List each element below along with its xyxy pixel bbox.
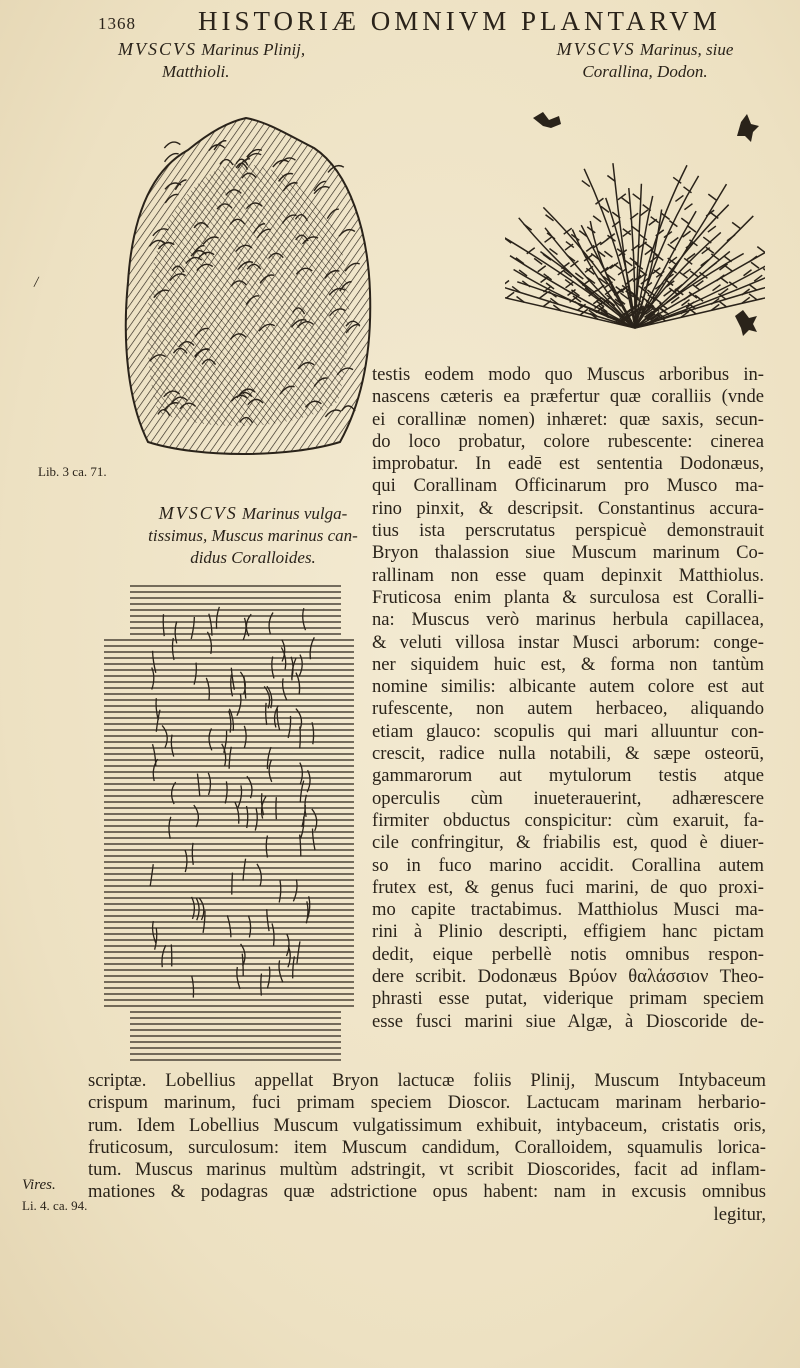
caption-line2: Matthioli. [162,62,230,81]
text-line: scriptæ. Lobellius appellat Bryon lactucæ foliis Plinij, Muscum Intybaceum [88,1070,766,1091]
woodcut-coralline-illustration [505,100,765,340]
text-line: etiam glauco: scopulis qui mari alluuntur con- [372,720,764,742]
text-line: rini à Plinio descripti, effigiem hanc pictam [372,921,764,943]
text-line-final: legitur, [713,1203,766,1225]
text-line: na: Muscus verò marinus herbula capillacea, [372,609,764,631]
text-line: Fruticosa enim planta & surculosa est Coralli- [372,586,764,608]
text-line: testis eodem modo quo Muscus arboribus in- [372,364,764,385]
text-line: phrasti esse putat, viderique primam speciem [372,988,764,1010]
text-line: rallinam non esse quam depinxit Matthiolus. [372,564,764,586]
text-line: nomine similis: albicante autem colore est aut [372,676,764,698]
text-line: & veluti villosa instar Musci arborum: conge- [372,631,764,653]
page-number: 1368 [98,14,136,33]
caption-left-illustration [118,38,418,83]
caption-head: MVSCVS [158,503,238,523]
margin-note-li4: Li. 4. ca. 94. [22,1198,88,1213]
caption-right-illustration [500,38,790,83]
text-line: improbatur. In eadē est sententia Dodonæus, [372,453,764,475]
caption-tail: Marinus vulga- [241,504,348,523]
text-line: esse fusci marini siue Algæ, à Dioscoride de- [372,1010,764,1032]
text-line: crescit, radice nulla notabili, & sæpe osteorū, [372,743,764,765]
text-line: mationes & podagras quæ adstrictione opus habent: nam in excusis omnibus [88,1181,766,1203]
text-line: cile confringitur, & friabilis est, quod è diuer- [372,832,764,854]
text-line: dedit, eique perbellè notis omnibus respon- [372,943,764,965]
text-line: firmiter obductus conspicitur: cùm exaruit, fa- [372,809,764,831]
text-line: so in fuco marino accidit. Corallina autem [372,854,764,876]
woodcut-moss-clump-illustration [118,112,376,458]
text-line: do loco probatur, colore rubescente: cinerea [372,430,764,452]
text-line: qui Corallinam Officinarum pro Musco ma- [372,475,764,497]
caption-line3: didus Coralloides. [190,548,316,567]
text-line: operculis cùm inueterauerint, adhærescere [372,787,764,809]
caption-tail: Marinus, siue [639,40,734,59]
text-line: tius ista perscrutatus perspicuè demonstrauit [372,520,764,542]
small-fragment-icon [735,310,757,336]
text-line: rufescente, non autem herbaceo, aliquando [372,698,764,720]
woodcut-white-moss-illustration [100,580,360,1072]
caption-head: MVSCVS [118,39,197,59]
text-line: fruticosum, surculosum: item Muscum candidum, Coralloidem, squamulis lorica- [88,1136,766,1158]
caption-head: MVSCVS [556,39,636,59]
text-column-narrow [372,364,764,1033]
margin-note-lib: Lib. 3 ca. 71. [38,464,107,479]
stray-pen-mark: / [32,273,40,292]
margin-note-vires: Vires. [22,1177,56,1193]
text-line: crispum marinum, fuci primam speciem Dioscor. Lactucam marinam herbario- [88,1092,766,1114]
text-line: frutex est, & genus fuci marini, de quo proxi- [372,876,764,898]
text-line: rum. Idem Lobellius Muscum vulgatissimum exhibuit, intybaceum, cristatis oris, [88,1114,766,1136]
text-line: Bryon thalassion siue Muscum marinum Co- [372,542,764,564]
text-line: rino pinxit, & descripsit. Constantinus accura- [372,497,764,519]
small-fragment-icon [533,112,561,128]
running-title: HISTORIÆ OMNIVM PLANTARVM [198,6,721,36]
small-fragment-icon [737,114,759,142]
caption-tail: Marinus Plinij, [201,40,306,59]
caption-lower-illustration [118,502,388,569]
text-line: tum. Muscus marinus multùm adstringit, vt scribit Dioscorides, facit ad inflam- [88,1159,766,1181]
text-column-wide [88,1070,766,1226]
caption-line2: Corallina, Dodon. [582,62,708,81]
text-line: dere scribit. Dodonæus Βρύον θαλάσσιον Theo- [372,966,764,988]
text-line: nascens cæteris ea præfertur quæ coralliis (vnde [372,386,764,408]
text-line: gammarorum aut mytulorum testis atque [372,765,764,787]
caption-line2: tissimus, Muscus marinus can- [148,526,358,545]
text-line: ei corallinæ nomen) inhæret: quæ saxis, secun- [372,408,764,430]
text-line: ner siquidem huic est, & forma non tantùm [372,653,764,675]
text-line: mo capite tractabimus. Matthiolus Musci ma- [372,899,764,921]
